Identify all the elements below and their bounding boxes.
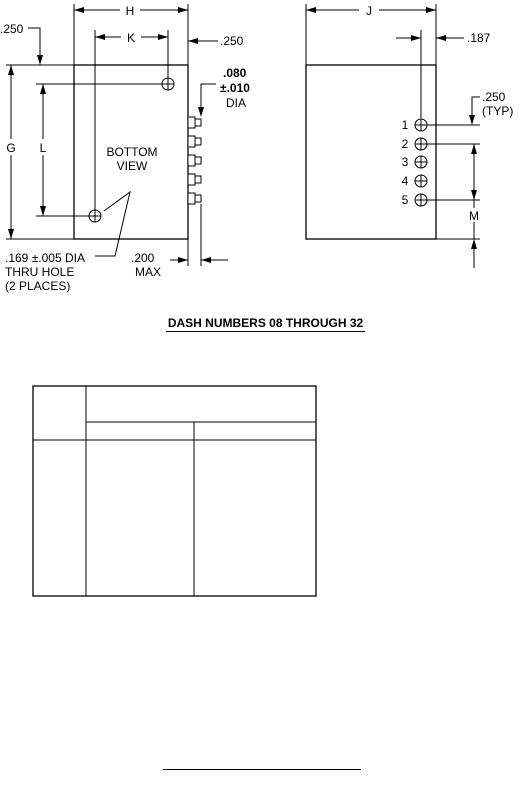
terminal-pins [188,117,201,204]
figure-caption-text: DASH NUMBERS 08 THROUGH 32 [167,316,364,330]
dim-left-offset-label: .250 [0,22,24,36]
dim-L-label: L [39,141,47,155]
pin-3 [402,155,427,169]
pin-dia-line1: .080 [223,66,247,80]
hole-callout-line3: (2 PLACES) [5,279,71,293]
pin-spacing-line1: .250 [482,90,506,104]
figure-caption [0,316,531,330]
pin-1 [402,118,427,132]
dim-right-offset-label: .250 [220,34,244,48]
pin-spacing-line2: (TYP) [482,104,514,118]
dimensions-table [0,380,531,610]
pin-dia-line2: ±.010 [220,81,250,95]
footer-rule [163,769,361,770]
pin-number: 2 [401,137,409,151]
pin-number: 3 [401,155,409,169]
max-line1: .200 [131,251,155,265]
pin-number: 1 [401,118,409,132]
dim-M-label: M [469,209,479,223]
view-label-line2: VIEW [116,159,148,173]
dim-187-label: .187 [467,31,491,45]
pin-4 [402,174,427,188]
dim-J-label: J [366,4,372,18]
hole-callout-line2: THRU HOLE [5,265,75,279]
max-line2: MAX [135,265,162,279]
dim-G-label: G [6,141,16,155]
pin-number: 4 [401,174,409,188]
bottom-view [0,3,250,293]
dim-K-label: K [126,31,136,45]
dim-H-label: H [125,4,135,18]
side-view [306,3,513,268]
pin-2 [402,137,427,151]
hole-callout-line1: .169 ±.005 DIA [5,251,85,265]
pin-dia-line3: DIA [226,96,247,110]
mounting-hole-icon [162,78,174,90]
dimension-drawing [0,0,531,310]
side-view-outline [306,65,436,239]
pin-5 [402,193,427,207]
mounting-hole-icon [89,210,101,222]
view-label-line1: BOTTOM [106,145,158,159]
pin-number: 5 [401,193,409,207]
